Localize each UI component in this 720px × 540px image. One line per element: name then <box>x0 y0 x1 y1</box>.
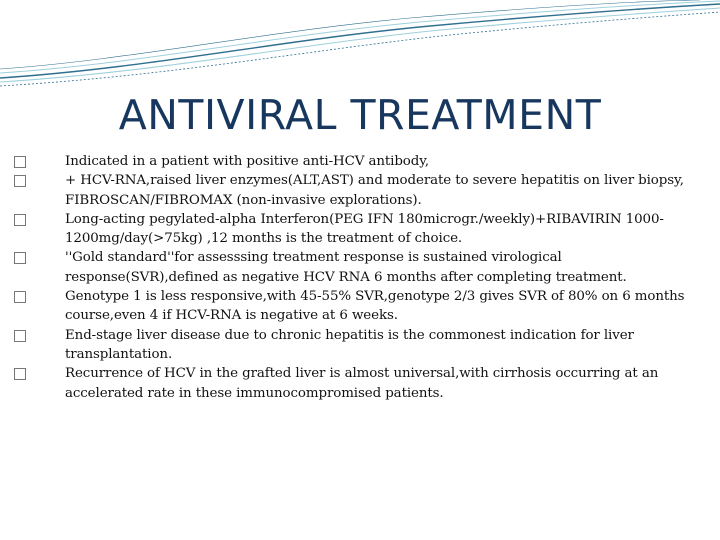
slide-title: ANTIVIRAL TREATMENT <box>118 91 602 139</box>
bullet-item <box>14 171 704 210</box>
bullet-list <box>14 152 704 403</box>
square-bullet-icon <box>14 156 26 168</box>
square-bullet-icon <box>14 252 26 264</box>
bullet-text: Recurrence of HCV in the grafted liver is almost universal,with cirrhosis occurring at an accelerated rate in these immunocompromised patients. <box>65 366 659 401</box>
square-bullet-icon <box>14 214 26 226</box>
square-bullet-icon <box>14 175 26 187</box>
bullet-item <box>14 364 704 403</box>
bullet-item <box>14 287 704 326</box>
bullet-item <box>14 326 704 365</box>
square-bullet-icon <box>14 291 26 303</box>
bullet-text: Indicated in a patient with positive anti-HCV antibody, <box>65 154 430 169</box>
bullet-item <box>14 152 704 171</box>
square-bullet-icon <box>14 330 26 342</box>
bullet-text: End-stage liver disease due to chronic hepatitis is the commonest indication for liver transplantation. <box>65 327 634 362</box>
bullet-item <box>14 210 704 249</box>
bullet-text: + HCV-RNA,raised liver enzymes(ALT,AST) and moderate to severe hepatitis on liver biopsy, FIBROSCAN/FIBROMAX (non-invasive explorations). <box>65 173 684 208</box>
square-bullet-icon <box>14 368 26 380</box>
bullet-text: Long-acting pegylated-alpha Interferon(PEG IFN 180microgr./weekly)+RIBAVIRIN 1000-1200mg/day(>75kg) ,12 months is the treatment of choice. <box>65 211 664 247</box>
bullet-item <box>14 248 704 287</box>
bullet-text: Genotype 1 is less responsive,with 45-55% SVR,genotype 2/3 gives SVR of 80% on 6 months course,even 4 if HCV-RNA is negative at 6 weeks. <box>65 289 685 324</box>
bullet-text: ''Gold standard''for assesssing treatment response is sustained virological response(SVR),defined as negative HCV RNA 6 months after completing treatment. <box>65 250 627 285</box>
decorative-wave-lines <box>0 0 720 90</box>
